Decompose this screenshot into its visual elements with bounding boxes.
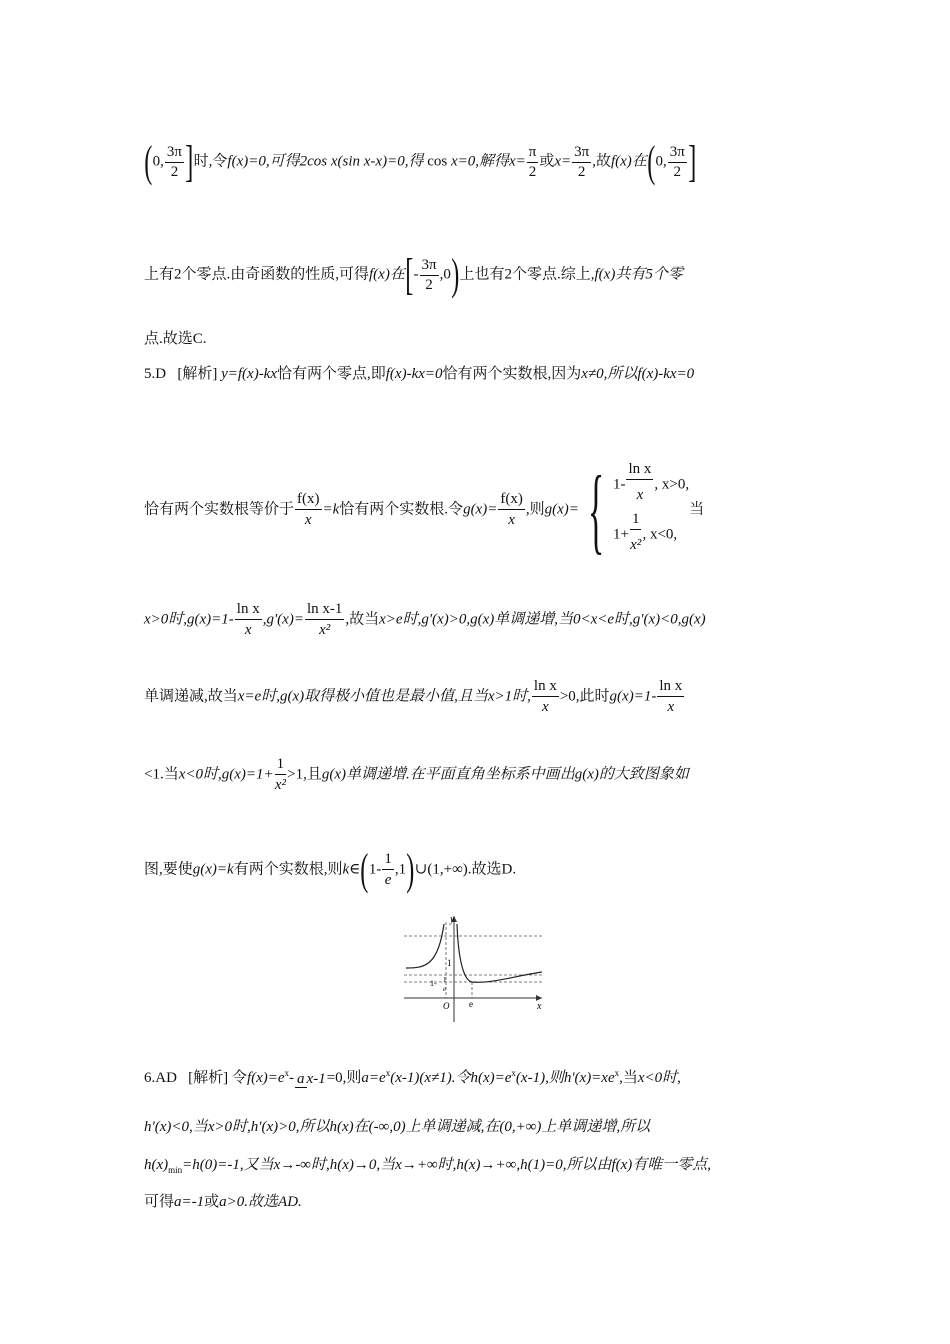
origin-label: O <box>443 1001 450 1011</box>
line-2: 上有2个零点.由奇函数的性质,可得f(x)在[- $\frac{3\pi}{2}$ ,0)上也有2个零点.综上,f(x)共有5个零 <box>144 250 683 299</box>
function-graph <box>400 912 548 1024</box>
svg-text:1: 1 <box>443 976 447 984</box>
fraction: $\frac{3\pi}{2}$ <box>669 143 685 180</box>
line-1: (0, $\frac{3\pi}{2}$ ]时,令f(x)=0,可得2cos x(sin x-x)=0,得 cos x=0,解得x= $\frac{\pi}{2}$ 或x= $\frac{3\pi}{2}$ ,故f(x)在(0, $\frac{3\pi}{2}$ ] <box>144 137 697 186</box>
curve-left <box>406 924 444 968</box>
line-12: $h(x)_{min}=h(0)=-1$,又当x→-∞时,h(x)→0,当x→+∞时,h(x)→+∞,h(1)=0,所以由f(x)有唯一零点, <box>144 1157 712 1175</box>
text: 0, <box>152 153 164 170</box>
tick-e: e <box>469 999 473 1009</box>
line-5: 恰有两个实数根等价于 $\frac{f(x)}{x}=k$恰有两个实数根.令g(x)= $\frac{f(x)}{x}$,则g(x)={ 1- $\frac{\text{ln x}}{x}$, x>0, 1+ $\frac{1}{\text{x²}}$, x<0, 当 <box>144 456 705 563</box>
line-13: 可得a=-1或a>0.故选AD. <box>144 1194 302 1210</box>
x-label: x <box>537 1001 542 1012</box>
line-3: 点.故选C. <box>144 331 207 347</box>
y-label: y <box>450 914 455 925</box>
line-7: 单调递减,故当x=e时,g(x)取得极小值也是最小值,且当x>1时, $\frac{\text{ln x}}{x}>0$,此时g(x)=1- $\frac{\text{ln x}}{x}$ <box>144 678 683 715</box>
line-11: h'(x)<0,当x>0时,h'(x)>0,所以h(x)在(-∞,0)上单调递减,在(0,+∞)上单调递增,所以 <box>144 1119 651 1135</box>
fraction: $\frac{\pi}{2}$ <box>528 143 537 180</box>
tick-one: 1 <box>447 958 452 968</box>
line-10: 6.AD [解析] 令$f(x)=e^x-$ a x-1=0,则$a=e^x(x-1)(x\ne 1)$.令$h(x)=e^x(x-1)$,则$h'(x)=xe^x$,当x<0时, <box>144 1068 681 1087</box>
line-6: x>0时,g(x)=1- $\frac{\text{ln x}}{x},g'(x)=$ $\frac{\text{ln x-1}}{\text{x²}}$,故当x>e时,g'(x)>0,g(x)单调递增,当0<x<e时,g'(x)<0,g(x) <box>144 601 706 638</box>
tick-lower: 1- <box>430 979 437 988</box>
piecewise: 1- $\frac{\text{ln x}}{x}$, x>0, 1+ $\frac{1}{\text{x²}}$, x<0, <box>612 461 690 553</box>
fraction: $\frac{3\pi}{2}$ <box>421 256 437 293</box>
line-9: 图,要使g(x)=k有两个实数根,则k∈(1- $\frac{1}{e},1)\cup(1,+\infty)$.故选D. <box>144 845 517 894</box>
fraction: $\frac{3\pi}{2}$ <box>166 143 182 180</box>
curve-right <box>457 924 542 982</box>
fraction: $\frac{f(x)}{x}$ <box>297 491 320 528</box>
line-4: 5.D [解析] y=f(x)-kx恰有两个零点,即f(x)-kx=0恰有两个实数根,因为x≠0,所以f(x)-kx=0 <box>144 366 695 382</box>
fraction: $\frac{f(x)}{x}$ <box>500 491 523 528</box>
svg-text:e: e <box>443 985 447 993</box>
fraction: $\frac{3\pi}{2}$ <box>574 143 590 180</box>
line-8: <1.当x<0时,g(x)=1+ $\frac{1}{\text{x²}}>1$,且g(x)单调递增.在平面直角坐标系中画出g(x)的大致图象如 <box>144 756 689 793</box>
